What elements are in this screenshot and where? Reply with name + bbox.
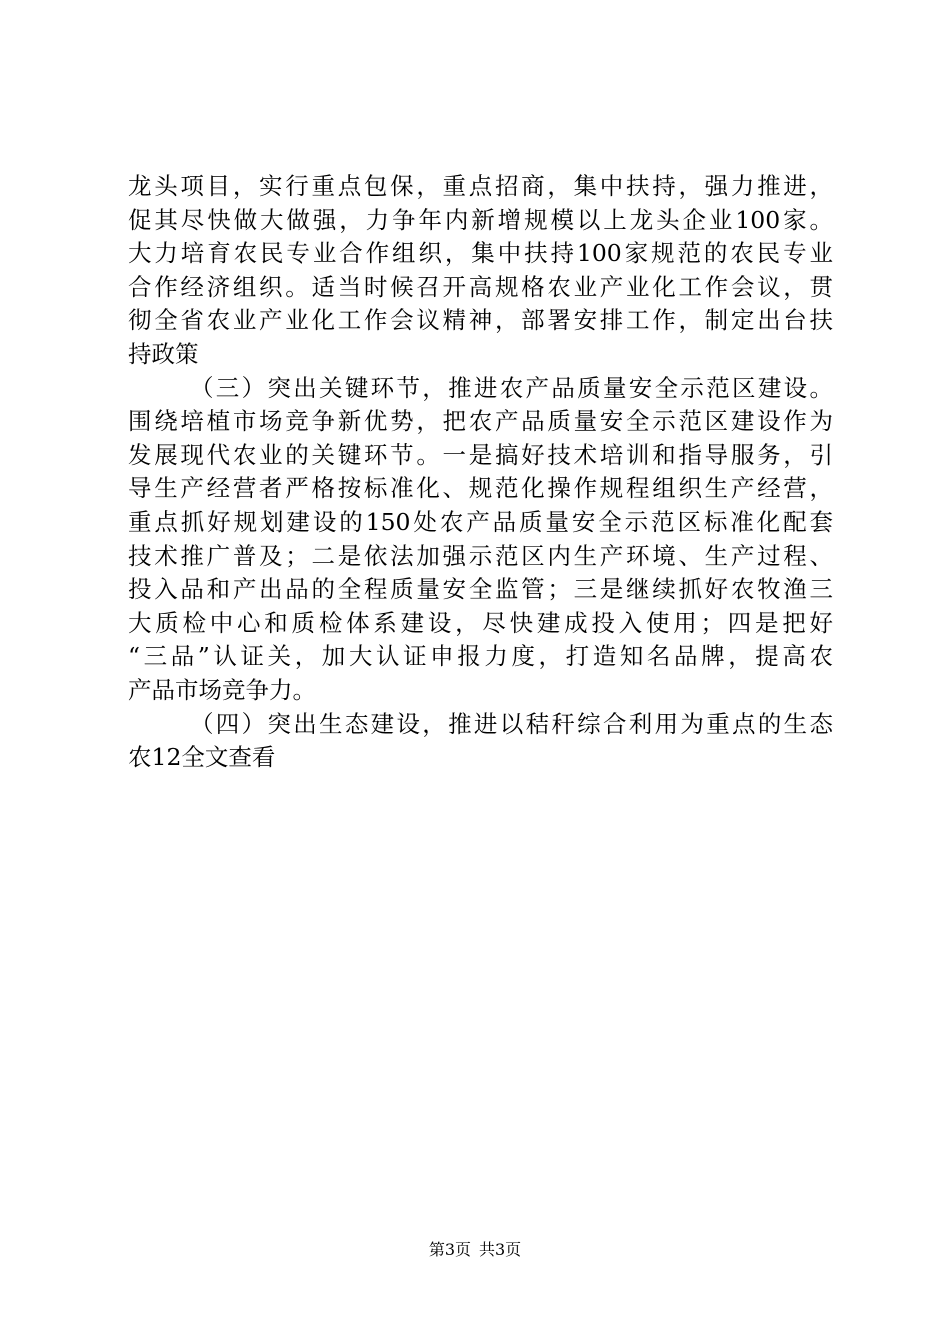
text-line: 产品市场竞争力。 <box>128 675 316 704</box>
text-line: 彻全省农业产业化工作会议精神，部署安排工作，制定出台扶 <box>128 306 833 335</box>
text-line: 龙头项目，实行重点包保，重点招商，集中扶持，强力推进， <box>128 172 833 200</box>
text-line: 农12全文查看 <box>128 743 276 772</box>
page-total: 共3页 <box>479 1240 522 1259</box>
text-line: 技术推广普及；二是依法加强示范区内生产环境、生产过程、 <box>128 541 833 570</box>
page-footer <box>0 1240 950 1260</box>
text-line: 持政策 <box>128 339 199 368</box>
text-line: 重点抓好规划建设的150处农产品质量安全示范区标准化配套 <box>128 507 833 536</box>
text-line: 合作经济组织。适当时候召开高规格农业产业化工作会议，贯 <box>128 272 833 301</box>
text-line: “三品”认证关，加大认证申报力度，打造知名品牌，提高农 <box>128 642 833 671</box>
document-body <box>128 170 833 775</box>
text-line: 促其尽快做大做强，力争年内新增规模以上龙头企业100家。 <box>128 205 833 234</box>
section-heading-3: （三）突出关键环节，推进农产品质量安全示范区建设。 <box>190 373 833 402</box>
section-heading-4: （四）突出生态建设，推进以秸秆综合利用为重点的生态 <box>190 709 833 738</box>
text-line: 投入品和产出品的全程质量安全监管；三是继续抓好农牧渔三 <box>128 575 833 604</box>
text-line: 大力培育农民专业合作组织，集中扶持100家规范的农民专业 <box>128 239 833 268</box>
page-number: 第3页 <box>428 1240 471 1259</box>
text-line: 大质检中心和质检体系建设，尽快建成投入使用；四是把好 <box>128 608 833 637</box>
text-line: 围绕培植市场竞争新优势，把农产品质量安全示范区建设作为 <box>128 407 833 436</box>
text-line: 导生产经营者严格按标准化、规范化操作规程组织生产经营， <box>128 474 833 503</box>
text-line: 发展现代农业的关键环节。一是搞好技术培训和指导服务，引 <box>128 440 833 469</box>
